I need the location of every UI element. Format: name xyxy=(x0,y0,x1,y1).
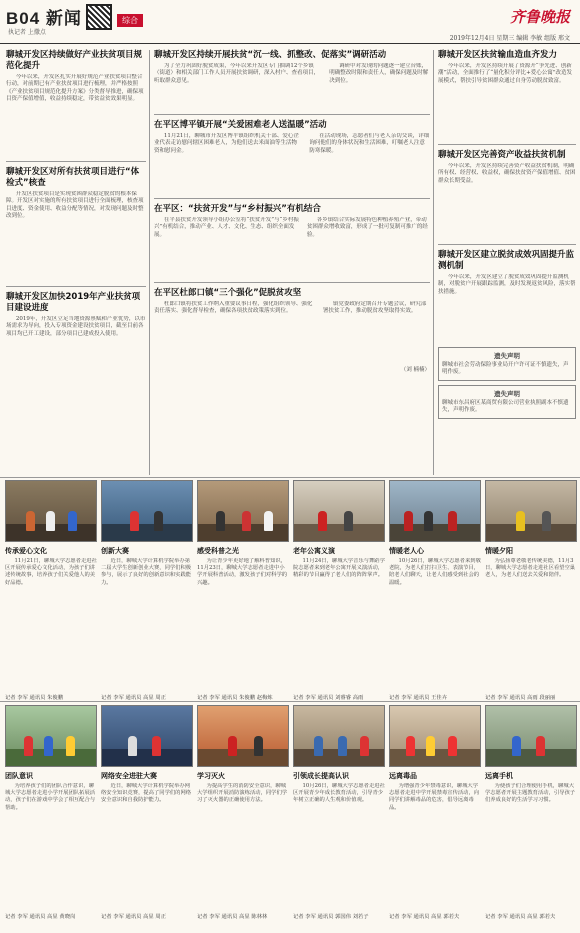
news-photo xyxy=(101,480,193,542)
notice-title: 遗失声明 xyxy=(494,389,520,398)
news-photo xyxy=(389,705,481,767)
article xyxy=(6,167,146,279)
photo-story xyxy=(293,705,385,920)
qr-code-icon xyxy=(86,4,112,30)
photo-story-title: 创新大赛 xyxy=(101,547,129,555)
article-body: 开发区扶贫项目是实现贫困群众稳定脱贫的根本保障。开发区对实施的所有扶贫项目进行全面梳理，核查项目进度、资金使用、收益分配等情况，对发现问题及时整改到位。 xyxy=(6,191,144,220)
column-divider xyxy=(149,50,150,475)
photo-credit: 记者 李军 通讯员 高显 陈林林 xyxy=(197,914,268,920)
photo-story xyxy=(389,480,481,701)
photo-story xyxy=(101,480,193,701)
section-rule xyxy=(0,477,580,478)
article-body: 今年以来，开发区持续完善资产收益扶贫机制，明确所有权、经营权、收益权，确保扶贫资产保值增值、贫困群众长期受益。 xyxy=(438,163,576,184)
lost-notice xyxy=(438,385,576,419)
article-title: 聊城开发区加快2019年产业扶贫项目建设进度 xyxy=(6,292,141,313)
notice-title: 遗失声明 xyxy=(494,352,520,360)
photo-story-title: 远离毒品 xyxy=(389,772,417,780)
section-rule xyxy=(0,701,580,702)
notice-body: 聊城市东昌府区某商贸有限公司营业执照副本不慎遗失，声明作废。 xyxy=(442,399,569,414)
divider xyxy=(154,282,430,283)
section-badge: 综合 xyxy=(117,14,143,27)
article xyxy=(438,250,576,340)
top-rule xyxy=(0,43,580,44)
news-photo xyxy=(101,705,193,767)
article-body: 今年以来，开发区扎实开展好规范产业扶贫项目整合行动，对前期已有产业扶贫项目进行梳理，并严格按照《产业扶贫项目规范化提升方案》分类督导推进，确保项目资产保值增值，收益持续稳定，带贫益贫效果明显。 xyxy=(6,74,144,103)
photo-credit: 记者 李军 通讯员 高雨 段丽丽 xyxy=(485,695,556,701)
right-column xyxy=(438,50,576,419)
article-title: 在平区：“扶贫开发”与“乡村振兴”有机结合 xyxy=(154,204,321,214)
photo-row xyxy=(5,480,577,701)
left-column xyxy=(6,50,146,413)
photo-story-title: 团队意识 xyxy=(5,772,33,780)
photo-story-title: 网络安全进驻大赛 xyxy=(101,772,157,780)
news-photo xyxy=(197,705,289,767)
photo-story xyxy=(101,705,193,920)
article xyxy=(154,120,430,191)
photo-story-title: 感受科普之光 xyxy=(197,547,239,555)
article-body: 在活动现场，志愿者们与老人亲切交谈，详细询问他们的身体状况和生活困难，叮嘱老人注意防寒保暖。 xyxy=(309,133,430,154)
page-number: B04 新闻 xyxy=(6,9,82,28)
article-body: 在平县扶贫开发领导小组办公室将“扶贫开发”与“乡村振兴”有机结合，推动产业、人才、文化、生态、组织全面发展。 xyxy=(154,217,299,238)
divider xyxy=(6,286,146,287)
article xyxy=(154,50,430,107)
notice-body: 聊城市社会劳动保险事业局开户许可证不慎遗失，声明作废。 xyxy=(442,362,569,376)
photo-credit: 记者 李军 通讯员 高显 周正 xyxy=(101,914,167,920)
photo-story-body: 为培养孩子们的团队合作意识，聊城大学志愿者走进小学开展团队拓展活动，孩子们在游戏中学会了相互配合与帮助。 xyxy=(5,783,96,811)
middle-column xyxy=(154,50,430,381)
article xyxy=(154,288,430,374)
divider xyxy=(154,114,430,115)
photo-story-body: 为让青少年更好地了解科普知识，11月23日，聊城大学志愿者走进中小学开展科普活动，激发孩子们对科学的兴趣。 xyxy=(197,558,288,586)
photo-story-title: 情暖夕阳 xyxy=(485,547,513,555)
news-photo xyxy=(389,480,481,542)
photo-story-body: 近日，聊城大学计算机学院举办网络安全知识竞赛，提高了同学们的网络安全意识和自我防护能力。 xyxy=(101,783,192,804)
article xyxy=(154,204,430,275)
photo-story xyxy=(5,480,97,701)
photo-story-title: 学习灭火 xyxy=(197,772,225,780)
photo-story-body: 11月21日，聊城大学志愿者走进社区开展传承爱心文化活动，为孩子们讲述传统故事，培养孩子们关爱他人的美好品德。 xyxy=(5,558,97,586)
photo-story xyxy=(197,480,289,701)
photo-story-body: 10月26日，聊城大学志愿者走进社区开展青少年成长教育活动，引导青少年树立正确的人生观和价值观。 xyxy=(293,783,385,804)
editors-line: 执记者 上撒点 xyxy=(8,29,46,36)
photo-story xyxy=(485,480,577,701)
photo-credit: 记者 李军 通讯员 王佳卉 xyxy=(389,695,448,701)
article-title: 在平区博平镇开展“关爱困难老人送温暖”活动 xyxy=(154,120,327,130)
photo-credit: 记者 李军 通讯员 高显 郭若夫 xyxy=(389,914,460,920)
article-body: 今年以来，开发区持续开展了资源开“争先进、创新潮”活动，全面推行了“量化积分评比+爱心公寓”改造发展模式，帮扶引导贫困群众通过自身劳动脱贫致富。 xyxy=(438,63,573,84)
article-title: 聊城开发区对所有扶贫项目进行“体检式”核查 xyxy=(6,167,140,188)
photo-story-body: 为弘扬尊老敬老传统美德，11月3日，聊城大学志愿者走进社区看望空巢老人，为老人们送去关爱和陪伴。 xyxy=(485,558,576,579)
article-body: 11月21日，聊城市开发区博平镇组织机关干部、爱心企业代表走访慰问辖区困难老人，为他们送去米面油等生活物资和慰问金。 xyxy=(154,133,299,154)
news-photo xyxy=(5,705,97,767)
photo-story-title: 引领成长提高认识 xyxy=(293,772,349,780)
photo-story-body: 近日，聊城大学计算机学院举办第二届大学生创新创业大赛，同学们积极参与，展示了良好的创新意识和实践能力。 xyxy=(101,558,192,586)
divider xyxy=(6,161,146,162)
news-photo xyxy=(485,705,577,767)
photo-story-body: 为增强青少年禁毒意识，聊城大学志愿者走进中学开展禁毒宣传活动，向同学们讲解毒品的危害，倡导远离毒品。 xyxy=(389,783,480,811)
news-photo xyxy=(485,480,577,542)
article-title: 在平区杜郎口镇“三个强化”促脱贫攻坚 xyxy=(154,288,302,298)
photo-credit: 记者 李军 通讯员 朱俊鹏 xyxy=(5,695,64,701)
photo-credit: 记者 李军 通讯员 郭国伟 刘若子 xyxy=(293,914,369,920)
photo-story xyxy=(485,705,577,920)
article-body: 2019年，开发区立足当地资源禀赋和产业优势，以市场需求为导向，投入专项资金建设扶贫项目，截至目前各项目均已开工建设，部分项目已建成投入使用。 xyxy=(6,316,146,337)
photo-credit: 记者 李军 通讯员 高显 郭若夫 xyxy=(485,914,556,920)
photo-credit: 记者 李军 通讯员 高显 黄晓岗 xyxy=(5,914,76,920)
article-body: 今年以来，开发区建立了脱贫成效巩固提升监测机制，对脱贫户开展跟踪监测，及时发现返贫风险，落实帮扶措施。 xyxy=(438,274,576,295)
article-title: 聊城开发区扶贫输血造血齐发力 xyxy=(438,50,558,60)
article-title: 聊城开发区持续开展扶贫“沉一线、抓整改、促落实”调研活动 xyxy=(154,50,387,60)
photo-story-body: 10月26日，聊城大学志愿者来到敬老院，为老人们打扫卫生、表演节目，陪老人们聊天，让老人们感受到社会的温暖。 xyxy=(389,558,481,586)
photo-story-body: 为提高学生的消防安全意识，聊城大学组织开展消防演练活动，同学们学习了灭火器的正确使用方法。 xyxy=(197,783,288,804)
photo-story xyxy=(197,705,289,920)
news-photo xyxy=(197,480,289,542)
photo-story xyxy=(389,705,481,920)
news-photo xyxy=(5,480,97,542)
divider xyxy=(438,144,576,145)
article-body: 杜郎口镇将扶贫工作纳入重要议事日程，强化组织领导、强化责任落实、强化督导检查，确保各项扶贫政策落实到位。 xyxy=(154,301,313,315)
photo-credit: 记者 李军 通讯员 高显 周正 xyxy=(101,695,167,701)
article xyxy=(438,50,576,137)
photo-row xyxy=(5,705,577,920)
masthead xyxy=(0,0,580,44)
article-body: 各乡镇结合实际发展特色种植养殖产业，带动贫困群众增收致富，形成了一批可复制可推广的经验。 xyxy=(306,217,428,238)
photo-story xyxy=(5,705,97,920)
article xyxy=(6,292,146,406)
photo-story-body: 11月24日，聊城大学音乐与舞蹈学院志愿者来到老年公寓开展义演活动，精彩的节目赢得了老人们的阵阵掌声。 xyxy=(293,558,385,579)
article xyxy=(6,50,146,154)
photo-story-title: 远离手机 xyxy=(485,772,513,780)
article-title: 聊城开发区完善资产收益扶贫机制 xyxy=(438,150,566,160)
divider xyxy=(154,198,430,199)
article-body: 镇党委政府定期召开专题会议，研究部署扶贫工作，推动脱贫攻坚取得实效。 xyxy=(322,301,427,315)
article-title: 聊城开发区建立脱贫成效巩固提升监测机制 xyxy=(438,250,575,271)
photo-story-title: 老年公寓义演 xyxy=(293,547,335,555)
article-title: 聊城开发区持续做好产业扶贫项目规范化提升 xyxy=(6,50,143,71)
article-body: 为了全力巩固好脱贫成果，今年以来开发区专门抽调12个乡镇（街道）和相关部门工作人员开展扶贫调研，深入村户、查看项目，听取群众意见。 xyxy=(154,63,320,84)
photo-story xyxy=(293,480,385,701)
news-photo xyxy=(293,705,385,767)
photo-story-body: 为使孩子们合理使用手机，聊城大学志愿者开展主题教育活动，引导孩子们养成良好的生活学习习惯。 xyxy=(485,783,576,804)
news-photo xyxy=(293,480,385,542)
divider xyxy=(438,244,576,245)
column-divider xyxy=(433,50,434,475)
photo-credit: 记者 李军 通讯员 朱俊鹏 赵梅炼 xyxy=(197,695,273,701)
photo-story-title: 情暖老人心 xyxy=(389,547,424,555)
paper-logo: 齐鲁晚报 xyxy=(509,8,570,26)
article-body: 调研中对发现的问题逐一建立台账，明确整改时限和责任人，确保问题及时解决到位。 xyxy=(329,63,429,84)
dateline: 2019年12月4日 星期三 编辑 李敏 组版 邢文 xyxy=(449,35,570,42)
photo-story-title: 传承爱心文化 xyxy=(5,547,47,555)
photo-credit: 记者 李军 通讯员 刘睿睿 高雨 xyxy=(293,695,364,701)
lost-notice xyxy=(438,347,576,381)
article xyxy=(438,150,576,237)
byline: （刘 楠楠） xyxy=(400,367,430,373)
